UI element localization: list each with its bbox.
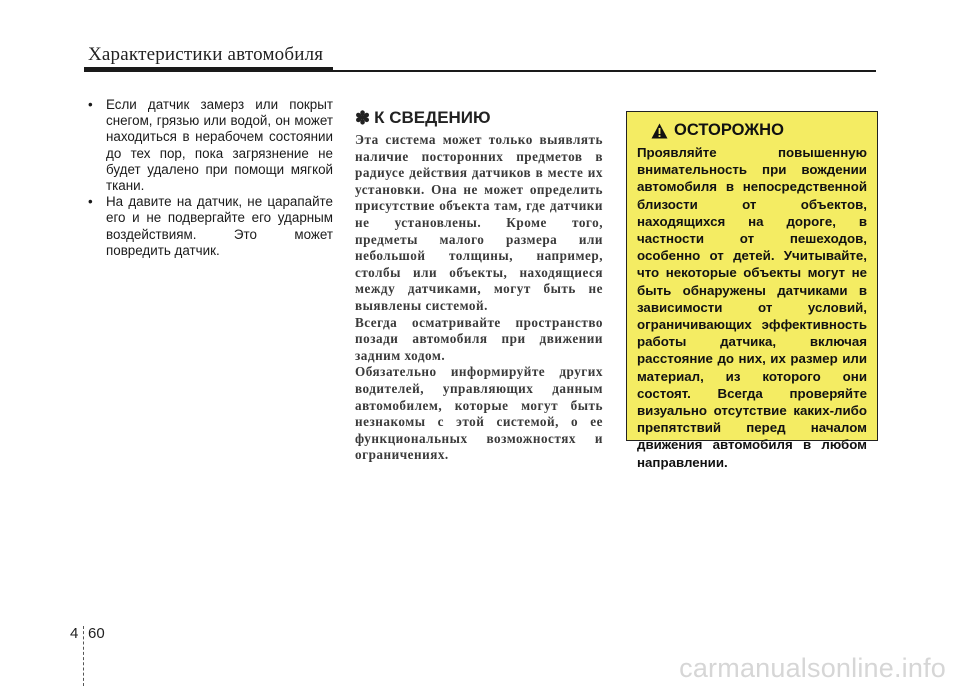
watermark-text: carmanualsonline.info <box>679 653 946 683</box>
bullet-item <box>88 97 333 194</box>
note-paragraph: Обязательно информируйте других водителей, управляющих данным автомобилем, которые могут быть незнакомы с этой системой, о ее функциональных возможностях и ограничениях. <box>355 364 603 463</box>
bullet-text: Если датчик замерз или покрыт снегом, грязью или водой, он может находиться в нерабочем состоянии до тех пор, пока загрязнение не будет удалено при помощи мягкой ткани. <box>106 97 333 194</box>
warning-text: Проявляйте повышенную внимательность при вождении автомобиля в непосредственной близости от объектов, находящихся на дороге, в частности от пешеходов, особенно от детей. Учитывайте, что некоторые объекты могут не быть обнаружены датчиками в зависимости от условий, ограничивающих эффективность работы датчика, включая расстояние до них, их размер или материал, из которого они состоят. Всегда проверяйте визуально отсутствие каких-либо препятствий перед началом движения автомобиля в любом направлении. <box>637 145 867 470</box>
warning-heading <box>651 121 867 140</box>
note-heading <box>355 108 603 128</box>
page-number: 60 <box>88 625 105 642</box>
note-paragraph: Всегда осматривайте пространство позади автомобиля при движении задним ходом. <box>355 314 603 363</box>
bullet-icon: • <box>88 97 93 112</box>
note-heading-text: К СВЕДЕНИЮ <box>374 108 491 127</box>
warning-triangle-icon <box>651 123 668 139</box>
note-paragraph: Эта система может только выявлять наличие посторонних предметов в радиусе действия датчиков в месте их установки. Она не может определить присутствие объекта там, где датчики не установлены. Кроме того, предметы малого размера или небольшой толщины, например, столбы или объекты, находящиеся между датчиками, могут быть не выявлены системой. <box>355 132 603 313</box>
warning-box <box>626 111 878 470</box>
left-column <box>88 97 333 259</box>
note-column <box>355 108 603 464</box>
warning-title: ОСТОРОЖНО <box>674 121 784 139</box>
header-rule-thick <box>84 67 333 72</box>
bullet-icon: • <box>88 194 93 210</box>
page-header-title: Характеристики автомобиля <box>88 44 324 65</box>
page-number-divider <box>83 626 85 686</box>
bullet-item <box>88 194 333 259</box>
header-rule-thin <box>333 70 876 72</box>
note-body <box>355 132 603 464</box>
bullet-text: На давите на датчик, не царапайте его и не подвергайте его ударным воздействиям. Это может повредить датчик. <box>106 194 333 258</box>
chapter-number: 4 <box>70 625 79 642</box>
asterisk-icon: ✽ <box>355 108 371 128</box>
